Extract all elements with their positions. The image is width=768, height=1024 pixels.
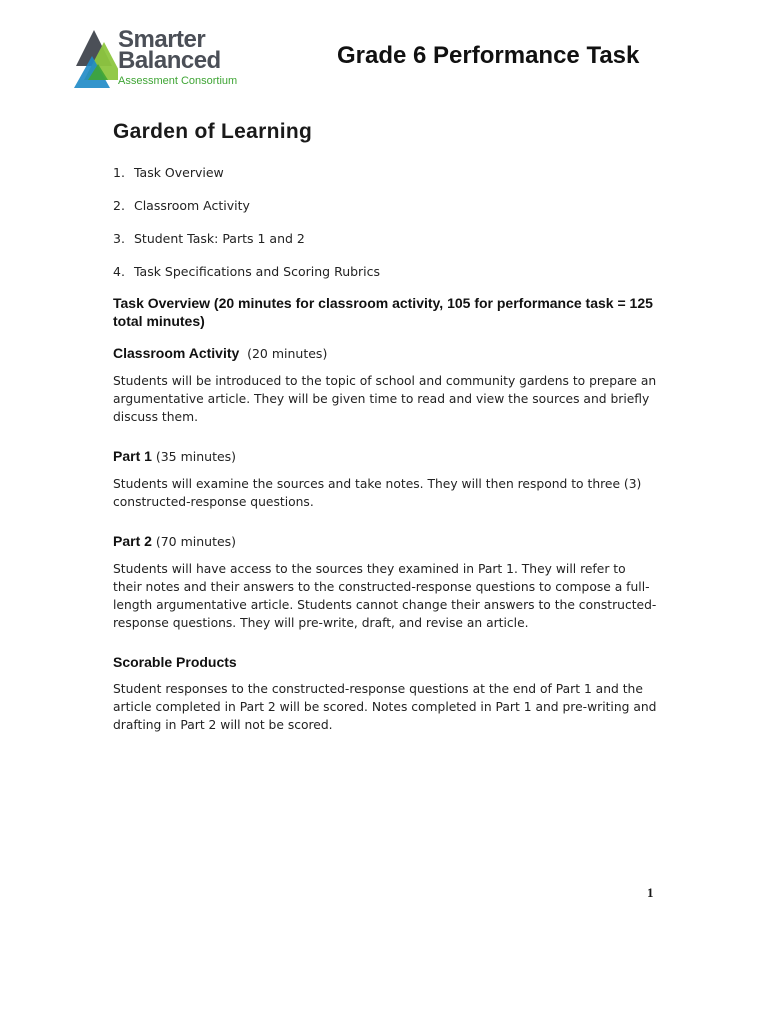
task-overview-heading: Task Overview (20 minutes for classroom activity, 105 for performance task = 125 total minutes) <box>113 295 653 329</box>
section-heading-classroom-activity <box>113 344 658 363</box>
section-duration: (20 minutes) <box>247 346 328 361</box>
smarter-balanced-logo <box>74 28 264 92</box>
toc-item-number: 2. <box>113 198 125 213</box>
section-heading-label: Classroom Activity <box>113 345 240 361</box>
section-heading-label: Scorable Products <box>113 654 237 670</box>
document-title: Garden of Learning <box>113 120 313 143</box>
section-heading-part-1 <box>113 447 658 466</box>
section-duration: (70 minutes) <box>155 534 237 549</box>
section-heading-part-2 <box>113 532 658 551</box>
section-heading-label: Part 1 <box>113 448 152 464</box>
toc-item-label: Task Specifications and Scoring Rubrics <box>133 264 381 279</box>
table-of-contents <box>113 165 380 297</box>
toc-item-number: 1. <box>113 165 125 180</box>
logo-line-2: Balanced <box>118 47 221 74</box>
toc-item <box>113 198 380 231</box>
toc-item <box>113 231 380 264</box>
logo-line-1: Smarter <box>118 26 206 53</box>
toc-item-label: Classroom Activity <box>133 198 250 213</box>
section-heading-scorable-products <box>113 653 658 671</box>
header-title: Grade 6 Performance Task <box>337 42 640 69</box>
section-duration: (35 minutes) <box>155 449 237 464</box>
toc-item-number: 4. <box>113 264 125 279</box>
section-paragraph: Student responses to the constructed-response questions at the end of Part 1 and the article completed in Part 2 will be scored. Notes completed in Part 1 and pre-writing and drafting in Part 2 will not be scored. <box>113 682 657 732</box>
toc-item-number: 3. <box>113 231 125 246</box>
toc-item <box>113 264 380 297</box>
toc-item-label: Student Task: Parts 1 and 2 <box>133 231 305 246</box>
toc-item <box>113 165 380 198</box>
section-heading-label: Part 2 <box>113 533 152 549</box>
logo-line-3: Assessment Consortium <box>118 75 238 87</box>
section-paragraph: Students will be introduced to the topic of school and community gardens to prepare an argumentative article. They will be given time to read and view the sources and briefly discuss them. <box>113 374 657 424</box>
section-paragraph: Students will have access to the sources they examined in Part 1. They will refer to their notes and their answers to the constructed-response questions to compose a full-length argumentative article. Students cannot change their answers to the constructed-response questions. They will pre-write, draft, and revise an article. <box>113 562 657 630</box>
section-paragraph: Students will examine the sources and take notes. They will then respond to three (3) constructed-response questions. <box>113 477 642 509</box>
document-body <box>113 294 658 755</box>
page-number: 1 <box>647 885 654 900</box>
toc-item-label: Task Overview <box>133 165 224 180</box>
logo-triangles-icon <box>74 28 118 92</box>
